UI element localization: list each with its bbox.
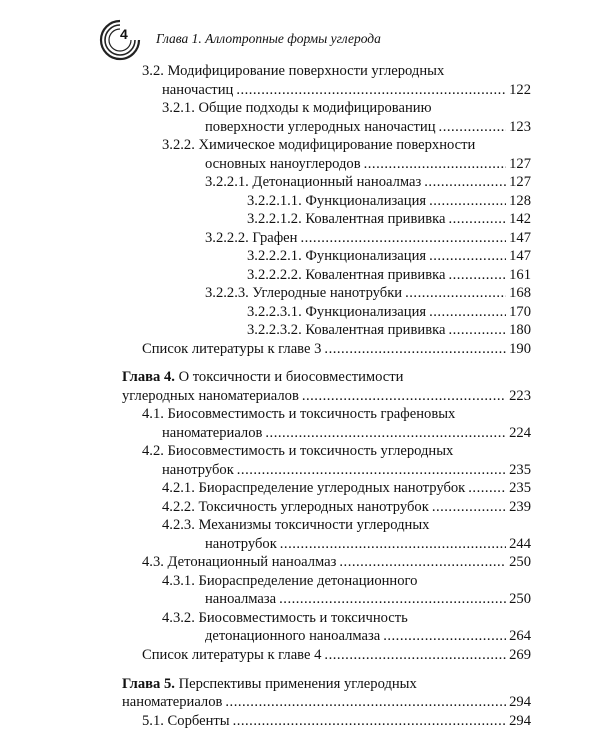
toc-entry-title: детонационного наноалмаза: [205, 628, 381, 644]
toc-entry-title: 3.2.2.2. Графен: [205, 230, 298, 246]
toc-entry-title: нанотрубок: [205, 536, 277, 552]
toc-page-number: 168: [509, 285, 531, 301]
toc-entry-title: 3.2.2.3.1. Функционализация: [247, 304, 427, 320]
leader-dots: [364, 156, 506, 173]
toc-page-number: 235: [509, 462, 531, 478]
toc-page-number: 244: [509, 536, 531, 552]
toc-entry-3-2-2-3-2[interactable]: [247, 322, 531, 339]
toc-entry-title: 3.2.2.1. Детонационный наноалмаз: [205, 174, 422, 190]
toc-entry-3-2-2-1-1[interactable]: [247, 193, 531, 210]
toc-page-number: 128: [509, 193, 531, 209]
toc-chapter-5-title[interactable]: [122, 676, 417, 693]
toc-page-number: 250: [509, 554, 531, 570]
toc-entry-4-1-title[interactable]: [142, 406, 455, 423]
toc-page-number: 170: [509, 304, 531, 320]
toc-entry-title: 3.2.2.2.1. Функционализация: [247, 248, 427, 264]
toc-entry-title: нанотрубок: [162, 462, 234, 478]
toc-entry-title: 3.2.2.1.2. Ковалентная прививка: [247, 211, 446, 227]
toc-chapter-5[interactable]: [122, 694, 531, 711]
chapter-label: Глава 5.: [122, 676, 175, 692]
leader-dots: [225, 694, 506, 711]
chapter-label: Глава 4.: [122, 369, 175, 385]
toc-entry-title: 5.1. Сорбенты: [142, 713, 230, 729]
toc-entry-title: 4.3.1. Биораспределение детонационного: [162, 573, 418, 589]
toc-entry-title: 4.2. Биосовместимость и токсичность углеродных: [142, 443, 454, 459]
toc-page-number: 180: [509, 322, 531, 338]
toc-entry-4-2-2[interactable]: [162, 499, 531, 516]
toc-entry-4-2[interactable]: [162, 462, 531, 479]
leader-dots: [424, 174, 506, 191]
toc-entry-3-2-1[interactable]: [205, 119, 531, 136]
toc-entry-3-2-2-title[interactable]: [162, 137, 475, 154]
leader-dots: [265, 425, 506, 442]
leader-dots: [439, 119, 506, 136]
leader-dots: [236, 82, 506, 99]
toc-entry-4-2-title[interactable]: [142, 443, 453, 460]
toc-entry-title: 4.3.2. Биосовместимость и токсичность: [162, 610, 408, 626]
toc-page-number: 190: [509, 341, 531, 357]
toc-page-number: 123: [509, 119, 531, 135]
toc-entry-title: основных наноуглеродов: [205, 156, 361, 172]
toc-entry-5-1[interactable]: [142, 713, 531, 730]
leader-dots: [429, 304, 506, 321]
toc-entry-4-2-3-title[interactable]: [162, 517, 429, 534]
toc-entry-title: 3.2.1. Общие подходы к модифицированию: [162, 100, 432, 116]
leader-dots: [324, 647, 506, 664]
toc-entry-3-2-2-3[interactable]: [205, 285, 531, 302]
toc-chapter-4-title[interactable]: [122, 369, 403, 386]
toc-page-number: 127: [509, 156, 531, 172]
leader-dots: [429, 248, 506, 265]
toc-page-number: 294: [509, 694, 531, 710]
leader-dots: [448, 211, 506, 228]
leader-dots: [405, 285, 506, 302]
toc-entry-title: 3.2.2. Химическое модифицирование поверхности: [162, 137, 476, 153]
toc-entry-3-2-2-1-2[interactable]: [247, 211, 531, 228]
toc-page-number: 127: [509, 174, 531, 190]
toc-page-number: 224: [509, 425, 531, 441]
leader-dots: [429, 193, 506, 210]
toc-page-number: 122: [509, 82, 531, 98]
toc-entry-title: 4.1. Биосовместимость и токсичность графеновых: [142, 406, 456, 422]
leader-dots: [324, 341, 506, 358]
toc-page-number: 223: [509, 388, 531, 404]
leader-dots: [468, 480, 506, 497]
toc-entry-references-ch3[interactable]: [142, 341, 531, 358]
leader-dots: [280, 536, 506, 553]
toc-page-number: 161: [509, 267, 531, 283]
toc-entry-3-2-2-3-1[interactable]: [247, 304, 531, 321]
toc-entry-references-ch4[interactable]: [142, 647, 531, 664]
toc-entry-3-2-1-title[interactable]: [162, 100, 432, 117]
toc-entry-4-3-1[interactable]: [205, 591, 531, 608]
toc-page-number: 239: [509, 499, 531, 515]
toc-entry-title: Список литературы к главе 4: [142, 647, 322, 663]
toc-entry-title: 4.2.2. Токсичность углеродных нанотрубок: [162, 499, 429, 515]
leader-dots: [279, 591, 506, 608]
toc-entry-3-2-2[interactable]: [205, 156, 531, 173]
toc-entry-3-2-2-2[interactable]: [205, 230, 531, 247]
toc-entry-title: 4.3. Детонационный наноалмаз: [142, 554, 337, 570]
toc-entry-3-2-2-2-2[interactable]: [247, 267, 531, 284]
toc-entry-title: 3.2.2.3. Углеродные нанотрубки: [205, 285, 403, 301]
leader-dots: [432, 499, 506, 516]
leader-dots: [300, 230, 506, 247]
toc-page-number: 294: [509, 713, 531, 729]
leader-dots: [233, 713, 506, 730]
leader-dots: [448, 322, 506, 339]
leader-dots: [448, 267, 506, 284]
toc-entry-3-2-2-1[interactable]: [205, 174, 531, 191]
toc-entry-3-2[interactable]: [162, 82, 531, 99]
toc-entry-3-2-title[interactable]: [142, 63, 444, 80]
toc-page-number: 269: [509, 647, 531, 663]
toc-page-number: 264: [509, 628, 531, 644]
toc-entry-title: 3.2.2.2.2. Ковалентная прививка: [247, 267, 446, 283]
page-number: 4: [120, 26, 128, 42]
leader-dots: [302, 388, 506, 405]
toc-entry-title: О токсичности и биосовместимости: [178, 369, 404, 385]
toc-page-number: 235: [509, 480, 531, 496]
toc-entry-4-1[interactable]: [162, 425, 531, 442]
leader-dots: [339, 554, 506, 571]
leader-dots: [383, 628, 506, 645]
toc-entry-3-2-2-2-1[interactable]: [247, 248, 531, 265]
toc-entry-title: Список литературы к главе 3: [142, 341, 322, 357]
toc-entry-title: наноматериалов: [162, 425, 263, 441]
toc-page-number: 147: [509, 230, 531, 246]
toc-entry-4-3-1-title[interactable]: [162, 573, 417, 590]
toc-entry-title: наноматериалов: [122, 694, 223, 710]
toc-entry-title: 4.2.1. Биораспределение углеродных нанотрубок: [162, 480, 466, 496]
leader-dots: [237, 462, 506, 479]
toc-page-number: 147: [509, 248, 531, 264]
toc-entry-title: 3.2.2.3.2. Ковалентная прививка: [247, 322, 446, 338]
running-chapter-title: Глава 1. Аллотропные формы углерода: [156, 31, 381, 46]
toc-entry-title: 3.2. Модифицирование поверхности углеродных: [142, 63, 445, 79]
toc-entry-title: 4.2.3. Механизмы токсичности углеродных: [162, 517, 430, 533]
toc-entry-4-2-3[interactable]: [205, 536, 531, 553]
toc-entry-title: наноалмаза: [205, 591, 277, 607]
toc-chapter-4[interactable]: [122, 388, 531, 405]
toc-entry-4-3-2[interactable]: [205, 628, 531, 645]
toc-page-number: 142: [509, 211, 531, 227]
toc-entry-4-3-2-title[interactable]: [162, 610, 408, 627]
running-header: [98, 16, 568, 64]
toc-entry-4-2-1[interactable]: [162, 480, 531, 497]
toc-entry-title: поверхности углеродных наночастиц: [205, 119, 436, 135]
toc-entry-title: 3.2.2.1.1. Функционализация: [247, 193, 427, 209]
toc-entry-title: наночастиц: [162, 82, 234, 98]
toc-entry-4-3[interactable]: [142, 554, 531, 571]
toc-entry-title: углеродных наноматериалов: [122, 388, 299, 404]
toc-page-number: 250: [509, 591, 531, 607]
toc-entry-title: Перспективы применения углеродных: [178, 676, 417, 692]
